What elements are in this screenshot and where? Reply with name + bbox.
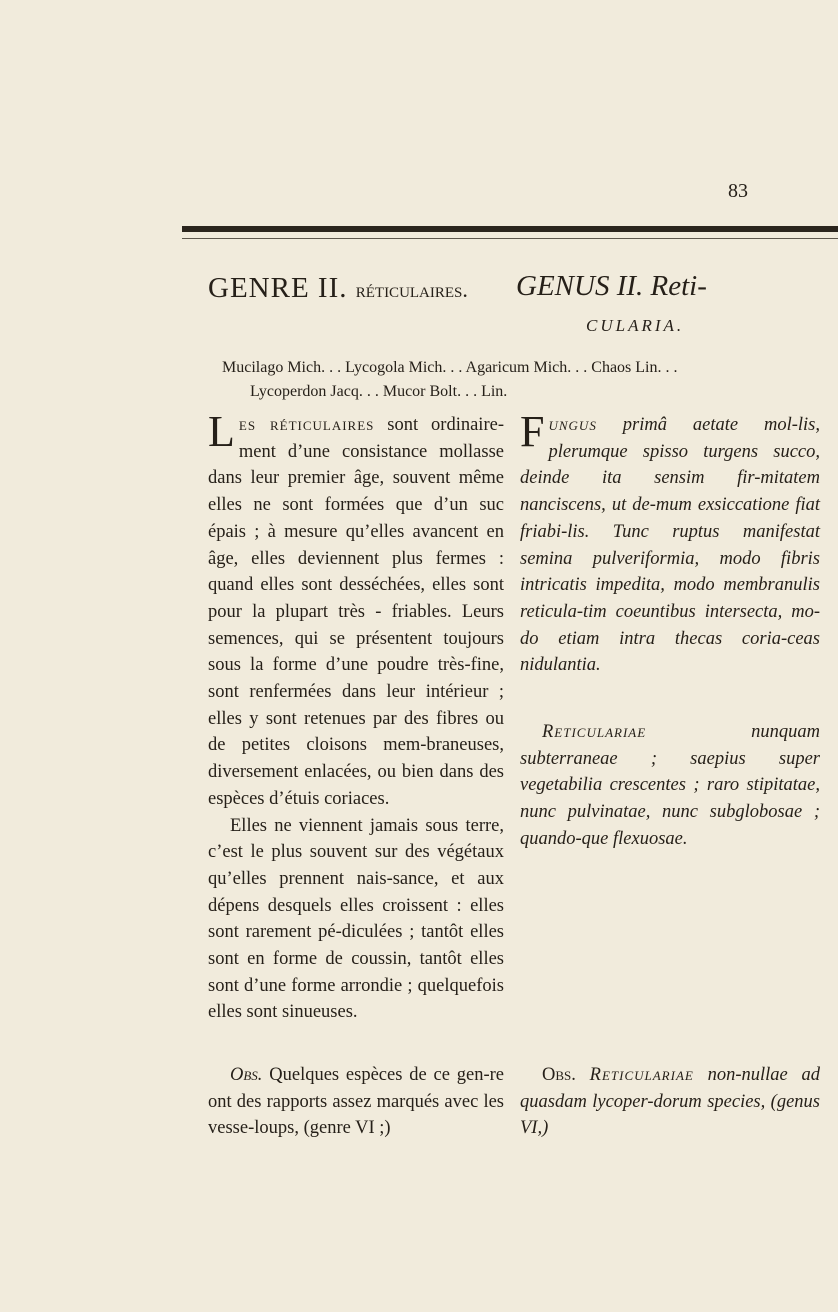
synonyms-line: Mucilago Mich. . . Lycogola Mich. . . Agaricum Mich. . . Chaos Lin. . . — [222, 359, 678, 376]
latin-column — [520, 407, 820, 853]
observation-paragraph — [520, 1062, 820, 1142]
observation-label: Obs. — [542, 1065, 576, 1085]
lead-small-caps: Reticulariae — [542, 722, 647, 743]
page-number: 83 — [728, 180, 748, 202]
french-paragraph — [208, 407, 504, 813]
observation-text: Quelques espèces de ce gen-re ont des rapports assez marqués avec les vesse-loups, (genre VI ;) — [208, 1065, 504, 1139]
latin-paragraph — [520, 407, 820, 679]
synonyms-block — [222, 356, 822, 404]
lead-small-caps: Reticulariae — [589, 1065, 694, 1085]
paragraph-text: nunquam subterraneae ; saepius super vegetabilia crescentes ; raro stipitatae, nunc pulvinatae, nunc subglobosae ; quando-que flexuosae. — [520, 722, 820, 849]
genus-title-fr-name: réticulaires. — [355, 277, 468, 302]
lead-small-caps: es réticulaires — [238, 415, 375, 435]
french-observation — [208, 1062, 504, 1142]
genus-title-la: GENUS II. Reti- — [516, 270, 707, 302]
drop-cap: L — [208, 407, 235, 456]
lead-small-caps: ungus — [548, 415, 597, 435]
french-paragraph: Elles ne viennent jamais sous terre, c’est le plus souvent sur des végétaux qu’elles prennent nais-sance, et aux dépens desquels elles croissent : elles sont rarement pé-diculées ; tantôt elles sont en forme de coussin, tantôt elles sont d’une forme arrondie ; quelquefois elles sont sinueuses. — [208, 815, 504, 1023]
paragraph-gap — [520, 679, 820, 719]
french-column — [208, 407, 504, 1026]
synonyms-line: Lycoperdon Jacq. . . Mucor Bolt. . . Lin. — [250, 383, 508, 400]
observation-label: Obs. — [230, 1065, 263, 1085]
header-rule-thin — [182, 238, 838, 239]
genus-title-la-cont: CULARIA. — [586, 316, 685, 335]
latin-observation — [520, 1062, 820, 1142]
genus-title-fr — [208, 272, 468, 305]
paragraph-text: sont ordinaire-ment d’une consistance mollasse dans leur premier âge, souvent même elles ne sont formées que d’un suc épais ; à mesure qu’elles avancent en âge, elles deviennent plus fermes : quand elles sont desséchées, elles sont pour la plupart très - friables. Leurs semences, qui se présentent toujours sous la forme d’une poudre très-fine, sont renfermées dans leur intérieur ; elles y sont retenues par des fibres ou de petites cloisons mem-braneuses, diversement enlacées, ou bien dans des espèces d’étuis coriaces. — [208, 415, 504, 809]
drop-cap: F — [520, 407, 545, 456]
genus-title-fr-main: GENRE II. — [208, 272, 348, 304]
observation-text: non-nullae ad quasdam lycoper-dorum species, (genus VI,) — [520, 1065, 821, 1139]
observation-paragraph — [208, 1062, 504, 1142]
paragraph-text: primâ aetate mol-lis, plerumque spisso turgens succo, deinde ita sensim fir-mitatem nanciscens, ut de-mum exsiccatione fiat friabi-lis. Tunc ruptus manifestat semina pulveriformia, modo fibris intricatis impedita, modo membranulis reticula-tim coeuntibus intersecta, mo-do etiam intra thecas coria-ceas nidulantia. — [520, 415, 820, 676]
header-rule — [182, 226, 838, 232]
latin-paragraph — [520, 719, 820, 853]
